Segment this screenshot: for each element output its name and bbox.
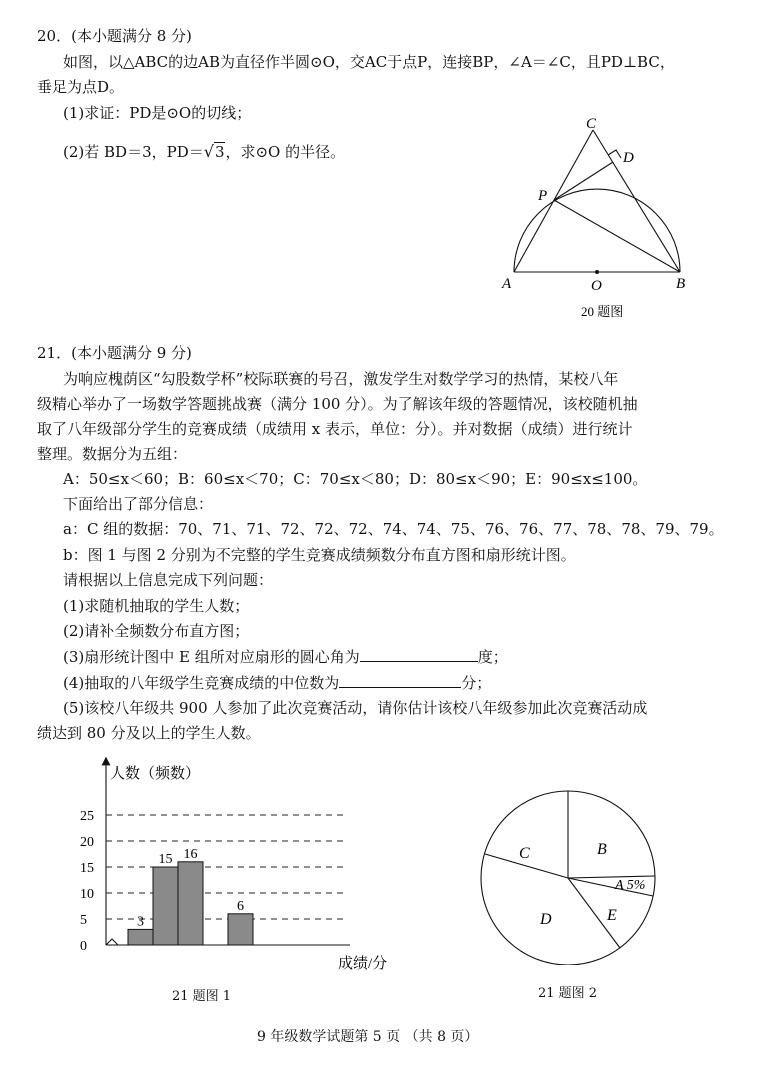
fig2-caption: 21 题图 2 <box>538 986 598 1001</box>
q21-sub5-line2: 绩达到 80 分及以上的学生人数。 <box>37 724 261 742</box>
page-footer: 9 年级数学试题第 5 页 （共 8 页） <box>257 1029 479 1045</box>
segment-pd <box>554 162 613 200</box>
segment-ac <box>514 130 593 272</box>
pie-label-d: D <box>540 911 552 928</box>
q21-info-a: a：C 组的数据：70、71、71、72、72、72、74、74、75、76、76、77、78、78、79、79。 <box>63 520 724 538</box>
y-tick-5: 5 <box>80 913 87 928</box>
y-tick-25: 25 <box>80 809 94 824</box>
y-tick-0: 0 <box>80 939 87 954</box>
q21-para-line3: 取了八年级部分学生的竞赛成绩（成绩用 x 表示，单位：分）。并对数据（成绩）进行统计 <box>37 420 633 438</box>
q21-sub3 <box>63 647 508 667</box>
q20-stem-line1: 如图，以△ABC的边AB为直径作半圆⊙O，交AC于点P，连接BP，∠A＝∠C，且PD⊥BC， <box>63 53 675 71</box>
q21-sub5-line1: (5)该校八年级共 900 人参加了此次竞赛活动，请你估计该校八年级参加此次竞赛活动成 <box>63 699 648 717</box>
pie-label-e: E <box>607 907 617 924</box>
q21-sub3-prefix: (3)扇形统计图中 E 组所对应扇形的圆心角为 <box>63 648 360 666</box>
q21-sub4-prefix: (4)抽取的八年级学生竞赛成绩的中位数为 <box>63 674 340 692</box>
q21-sub1: (1)求随机抽取的学生人数； <box>63 597 250 615</box>
y-tick-15: 15 <box>80 861 94 876</box>
label-a: A <box>502 276 512 292</box>
histogram-chart <box>70 755 420 1005</box>
bar-label-B: 15 <box>158 852 173 867</box>
segment-cb <box>593 130 680 272</box>
y-tick-20: 20 <box>80 835 94 850</box>
bar-E <box>228 914 253 945</box>
y-axis-label: 人数（频数） <box>110 766 201 782</box>
q20-part1: (1)求证：PD是⊙O的切线； <box>63 104 252 122</box>
q21-sub2: (2)请补全频数分布直方图； <box>63 622 250 640</box>
q20-stem-line2: 垂足为点D。 <box>37 78 125 96</box>
label-c: C <box>586 116 597 132</box>
q20-caption: 20 题图 <box>581 304 624 319</box>
center-o-dot <box>595 270 599 274</box>
q21-sub3-suffix: 度； <box>477 648 508 666</box>
label-b: B <box>676 276 686 292</box>
bar-label-C: 16 <box>183 846 198 862</box>
q21-groups: A：50≤x＜60；B：60≤x＜70；C：70≤x＜80；D：80≤x＜90；E：90≤x≤100。 <box>63 470 648 488</box>
pie-label-a: A 5% <box>615 878 646 893</box>
label-o: O <box>591 278 602 294</box>
axis-break <box>106 939 118 945</box>
q21-para-line4: 整理。数据分为五组： <box>37 445 188 463</box>
bar-label-A: 3 <box>137 914 144 930</box>
q20-part2: (2)若 BD＝3，PD＝√3，求⊙O 的半径。 <box>63 142 346 161</box>
q20-header <box>37 26 192 46</box>
bar-label-E: 6 <box>237 898 244 914</box>
q21-para-line2: 级精心举办了一场数学答题挑战赛（满分 100 分）。为了解该年级的答题情况，该校随机抽 <box>37 395 638 413</box>
q21-info-b: b：图 1 与图 2 分别为不完整的学生竞赛成绩频数分布直方图和扇形统计图。 <box>63 546 576 564</box>
label-d: D <box>623 150 634 166</box>
y-tick-10: 10 <box>80 887 94 902</box>
fig1-caption: 21 题图 1 <box>172 989 232 1004</box>
q20-number: 20． <box>37 27 72 45</box>
q21-score: (本小题满分 9 分) <box>71 344 192 362</box>
answer-blank-angle[interactable] <box>360 647 478 662</box>
bar-B <box>153 867 178 945</box>
x-axis-label: 成绩/分 <box>338 956 388 972</box>
pie-label-b: B <box>597 841 607 858</box>
q20-part2-suffix: ，求⊙O 的半径。 <box>225 143 346 161</box>
pie-label-c: C <box>519 845 530 862</box>
bar-A <box>128 929 153 945</box>
q21-number: 21． <box>37 344 72 362</box>
segment-bp <box>554 200 680 272</box>
q20-part2-radical: 3 <box>214 143 225 161</box>
label-p: P <box>538 188 548 204</box>
q21-instruction: 请根据以上信息完成下列问题： <box>63 571 274 589</box>
q21-header <box>37 343 192 363</box>
q21-para-line1: 为响应槐荫区“勾股数学杯”校际联赛的号召，激发学生对数学学习的热情，某校八年 <box>63 370 619 388</box>
pie-chart <box>475 790 665 965</box>
answer-blank-median[interactable] <box>339 673 461 688</box>
q21-sub4 <box>63 673 491 693</box>
q20-part2-prefix: (2)若 BD＝3，PD＝ <box>63 143 204 161</box>
q21-info-intro: 下面给出了部分信息： <box>63 495 214 513</box>
bar-C <box>178 862 203 945</box>
q20-geometry-figure <box>490 110 720 325</box>
q21-sub4-suffix: 分； <box>461 674 492 692</box>
q20-score: (本小题满分 8 分) <box>71 27 192 45</box>
